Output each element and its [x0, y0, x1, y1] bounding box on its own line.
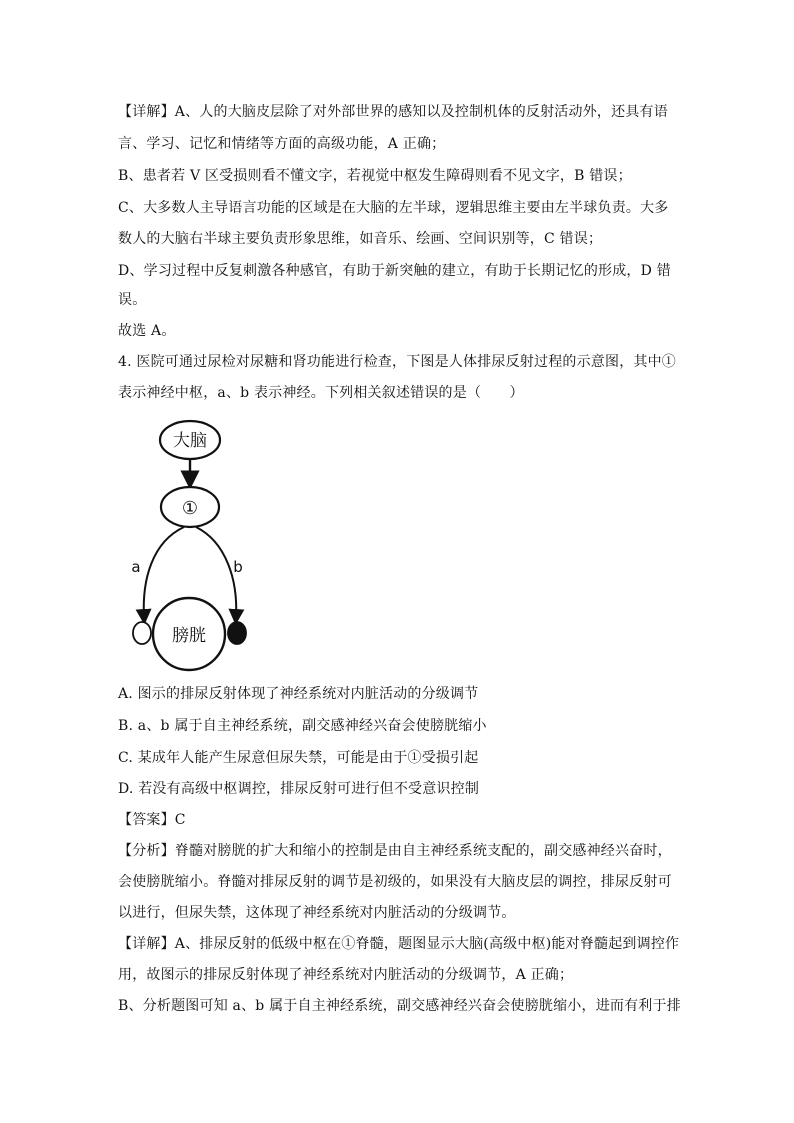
answer: 【答案】C [118, 812, 186, 828]
detail-1-line-3: B、患者若 V 区受损则看不懂文字，若视觉中枢发生障碍则看不见文字，B 错误； [118, 168, 632, 184]
analysis-line-1: 【分析】脊髓对膀胱的扩大和缩小的控制是由自主神经系统支配的，副交感神经兴奋时， [118, 843, 672, 859]
detail-1-line-2: 言、学习、记忆和情绪等方面的高级功能，A 正确； [118, 136, 446, 152]
detail-1-line-5: 数人的大脑右半球主要负责形象思维，如音乐、绘画、空间识别等，C 错误； [118, 231, 603, 247]
detail-1-conclusion: 故选 A。 [118, 323, 176, 339]
analysis-line-2: 会使膀胱缩小。脊髓对排尿反射的调节是初级的，如果没有大脑皮层的调控，排尿反射可 [118, 874, 672, 890]
nerve-a-label: a [131, 558, 141, 576]
effector-b-circle [228, 622, 246, 644]
diagram-svg [118, 412, 268, 680]
option-d: D. 若没有高级中枢调控，排尿反射可进行但不受意识控制 [118, 781, 480, 797]
nerve-b-label: b [233, 558, 243, 576]
option-c: C. 某成年人能产生尿意但尿失禁，可能是由于①受损引起 [118, 750, 479, 766]
detail-1-line-4: C、大多数人主导语言功能的区域是在大脑的左半球，逻辑思维主要由左半球负责。大多 [118, 200, 669, 216]
detail-2-line-1: 【详解】A、排尿反射的低级中枢在①脊髓，题图显示大脑(高级中枢)能对脊髓起到调控作 [118, 936, 680, 952]
detail-2-line-2: 用，故图示的排尿反射体现了神经系统对内脏活动的分级调节，A 正确； [118, 967, 574, 983]
option-a: A. 图示的排尿反射体现了神经系统对内脏活动的分级调节 [118, 686, 479, 702]
detail-1-line-1: 【详解】A、人的大脑皮层除了对外部世界的感知以及控制机体的反射活动外，还具有语 [118, 104, 668, 120]
question-line-1: 4. 医院可通过尿检对尿糖和肾功能进行检查，下图是人体排尿反射过程的示意图，其中① [118, 354, 677, 370]
brain-label: 大脑 [173, 431, 207, 451]
bladder-label: 膀胱 [172, 626, 206, 646]
detail-2-line-3: B、分析题图可知 a、b 属于自主神经系统，副交感神经兴奋会使膀胱缩小，进而有利于排 [118, 998, 681, 1014]
effector-a-circle [133, 622, 151, 644]
nerve-center-label: ① [181, 498, 199, 519]
option-b: B. a、b 属于自主神经系统，副交感神经兴奋会使膀胱缩小 [118, 718, 487, 734]
detail-1-line-6: D、学习过程中反复刺激各种感官，有助于新突触的建立，有助于长期记忆的形成，D 错 [118, 263, 671, 279]
urination-reflex-diagram [118, 412, 268, 680]
question-line-2: 表示神经中枢，a、b 表示神经。下列相关叙述错误的是（ ） [118, 385, 524, 401]
analysis-line-3: 以进行，但尿失禁，这体现了神经系统对内脏活动的分级调节。 [118, 905, 516, 921]
detail-1-line-7: 误。 [118, 292, 147, 308]
